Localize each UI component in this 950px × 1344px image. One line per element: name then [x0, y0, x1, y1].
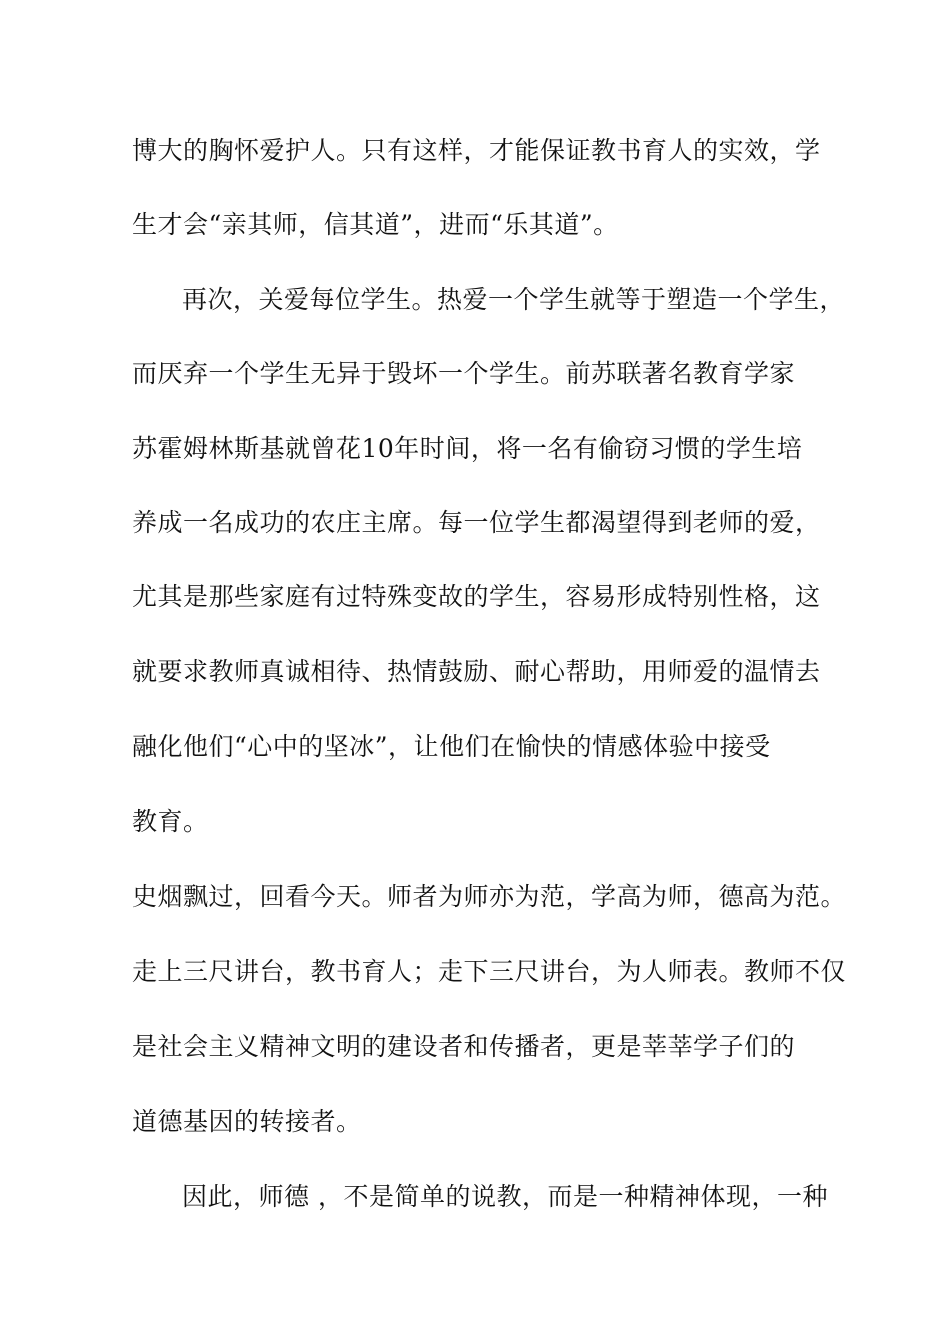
text-line-13: 是社会主义精神文明的建设者和传播者，更是莘莘学子们的 [132, 1032, 796, 1061]
text-line-14: 道德基因的转接者。 [132, 1107, 362, 1136]
text-line-8: 就要求教师真诚相待、热情鼓励、耐心帮助，用师爱的温情去 [132, 657, 821, 686]
text-line-7: 尤其是那些家庭有过特殊变故的学生，容易形成特别性格，这 [132, 582, 821, 611]
text-line-15: 因此，师德 ，不是简单的说教，而是一种精神体现，一种 [182, 1182, 828, 1211]
text-line-3: 再次，关爱每位学生。热爱一个学生就等于塑造一个学生， [182, 285, 846, 314]
text-line-12: 走上三尺讲台，教书育人；走下三尺讲台，为人师表。教师不仅 [132, 957, 847, 986]
text-line-9: 融化他们“心中的坚冰”，让他们在愉快的情感体验中接受 [132, 732, 771, 761]
text-line-1: 博大的胸怀爱护人。只有这样，才能保证教书育人的实效，学 [132, 136, 821, 165]
text-line-11: 史烟飘过，回看今天。师者为师亦为范，学高为师，德高为范。 [132, 882, 847, 911]
text-line-4: 而厌弃一个学生无异于毁坏一个学生。前苏联著名教育学家 [132, 359, 796, 388]
text-line-2: 生才会“亲其师，信其道”，进而“乐其道”。 [132, 210, 619, 239]
text-line-6: 养成一名成功的农庄主席。每一位学生都渴望得到老师的爱， [132, 508, 821, 537]
text-line-5: 苏霍姆林斯基就曾花10年时间，将一名有偷窃习惯的学生培 [132, 434, 803, 463]
text-line-10: 教育。 [132, 807, 209, 836]
